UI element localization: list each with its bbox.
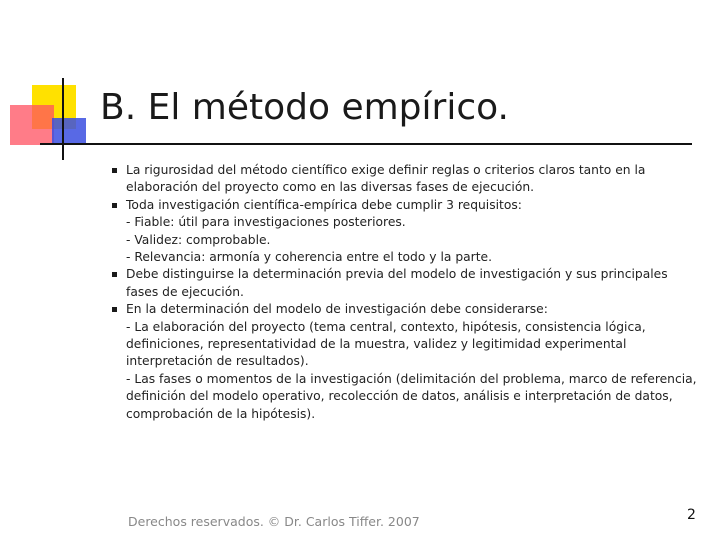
bullet-line: - Relevancia: armonía y coherencia entre el todo y la parte. [126,250,493,265]
bullet-line: interpretación de resultados). [126,354,309,369]
bullet-item [112,197,702,267]
page-number: 2 [687,507,696,523]
bullet-line: fases de ejecución. [126,284,244,299]
bullet-item [112,301,702,423]
bullet-line: Toda investigación científica-empírica debe cumplir 3 requisitos: [126,197,522,212]
bullet-line: elaboración del proyecto como en las diversas fases de ejecución. [126,180,535,195]
bullet-line: En la determinación del modelo de investigación debe considerarse: [126,302,548,317]
bullet-line: - Las fases o momentos de la investigación (delimitación del problema, marco de referencia, [126,371,697,386]
bullet-list [112,162,702,423]
bullet-marker-icon [112,272,117,277]
title-underline [40,143,692,145]
bullet-line: - La elaboración del proyecto (tema central, contexto, hipótesis, consistencia lógica, [126,319,646,334]
decor-red-square [10,105,54,145]
decor-blue-square [52,118,86,144]
slide-title: B. El método empírico. [100,87,509,128]
bullet-line: Debe distinguirse la determinación previa del modelo de investigación y sus principales [126,267,668,282]
bullet-marker-icon [112,307,117,312]
bullet-marker-icon [112,168,117,173]
bullet-item [112,162,702,197]
bullet-line: - Validez: comprobable. [126,232,271,247]
bullet-line: definiciones, representatividad de la muestra, validez y legitimidad experimental [126,337,627,352]
bullet-marker-icon [112,203,117,208]
bullet-line: - Fiable: útil para investigaciones posteriores. [126,215,406,230]
bullet-line: definición del modelo operativo, recolección de datos, análisis e interpretación de datos, [126,389,673,404]
footer-copyright: Derechos reservados. © Dr. Carlos Tiffer. 2007 [128,514,420,529]
bullet-line: La rigurosidad del método científico exige definir reglas o criterios claros tanto en la [126,163,646,177]
bullet-item [112,266,702,301]
bullet-line: comprobación de la hipótesis). [126,406,316,421]
decor-vertical-line [62,78,64,160]
